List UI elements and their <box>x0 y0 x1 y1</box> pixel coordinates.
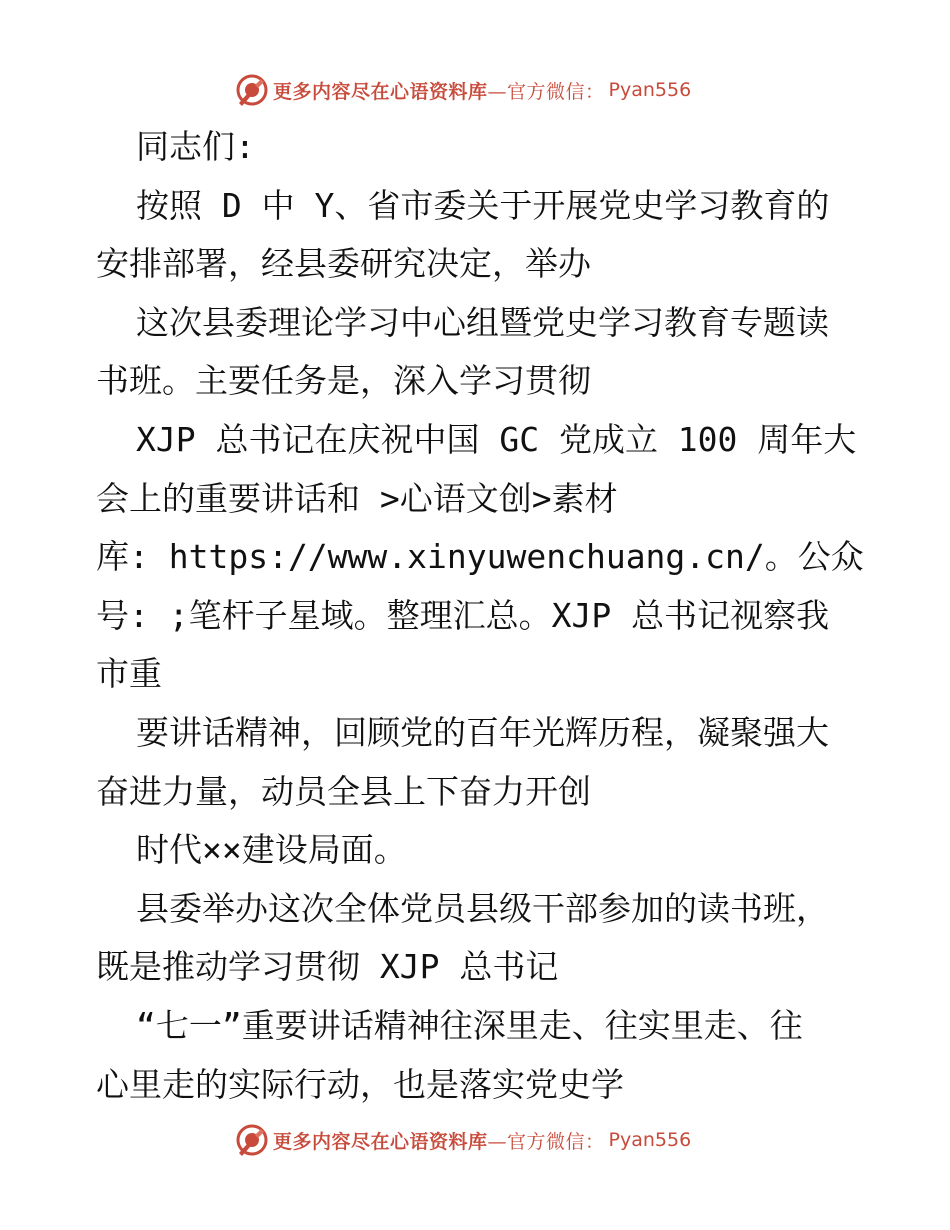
watermark-text <box>273 77 605 104</box>
watermark-main: 更多内容尽在心语资料库 <box>273 80 488 103</box>
watermark-text <box>273 1127 605 1154</box>
watermark-dash: — <box>487 1130 508 1153</box>
body-line: XJP 总书记在庆祝中国 GC 党成立 100 周年大 <box>136 419 857 459</box>
body-line: 既是推动学习贯彻 XJP 总书记 <box>96 947 559 987</box>
body-line: “七一”重要讲话精神往深里走、往实里走、往 <box>136 1005 803 1045</box>
pen-logo-icon <box>235 73 269 107</box>
body-line: 同志们: <box>136 127 255 166</box>
watermark-id: Pyan556 <box>608 1129 692 1151</box>
pen-logo-icon <box>235 1123 269 1157</box>
body-line: 要讲话精神，回顾党的百年光辉历程，凝聚强大 <box>136 712 829 752</box>
body-line: 安排部署，经县委研究决定，举办 <box>96 244 591 284</box>
body-line: 心里走的实际行动，也是落实党史学 <box>96 1064 624 1104</box>
body-line: 按照 D 中 Y、省市委关于开展党史学习教育的 <box>136 185 830 225</box>
document-body <box>96 118 876 1114</box>
body-line: 这次县委理论学习中心组暨党史学习教育专题读 <box>136 302 829 342</box>
watermark-id: Pyan556 <box>608 79 692 101</box>
body-line: 会上的重要讲话和 >心语文创>素材 <box>96 478 618 518</box>
body-line: 奋进力量，动员全县上下奋力开创 <box>96 771 591 811</box>
watermark-main: 更多内容尽在心语资料库 <box>273 1130 488 1153</box>
footer-watermark <box>235 1120 691 1160</box>
watermark-official: 官方微信： <box>507 1130 605 1153</box>
body-line: 县委举办这次全体党员县级干部参加的读书班， <box>136 888 829 928</box>
body-line: 时代××建设局面。 <box>136 830 407 870</box>
body-line: 号: ;笔杆子星域。整理汇总。XJP 总书记视察我 <box>96 595 830 635</box>
header-watermark <box>235 70 691 110</box>
watermark-dash: — <box>487 80 508 103</box>
body-line: 库: https://www.xinyuwenchuang.cn/。公众 <box>96 537 864 577</box>
body-line: 市重 <box>96 654 162 694</box>
watermark-official: 官方微信： <box>507 80 605 103</box>
body-line: 书班。主要任务是，深入学习贯彻 <box>96 361 591 401</box>
